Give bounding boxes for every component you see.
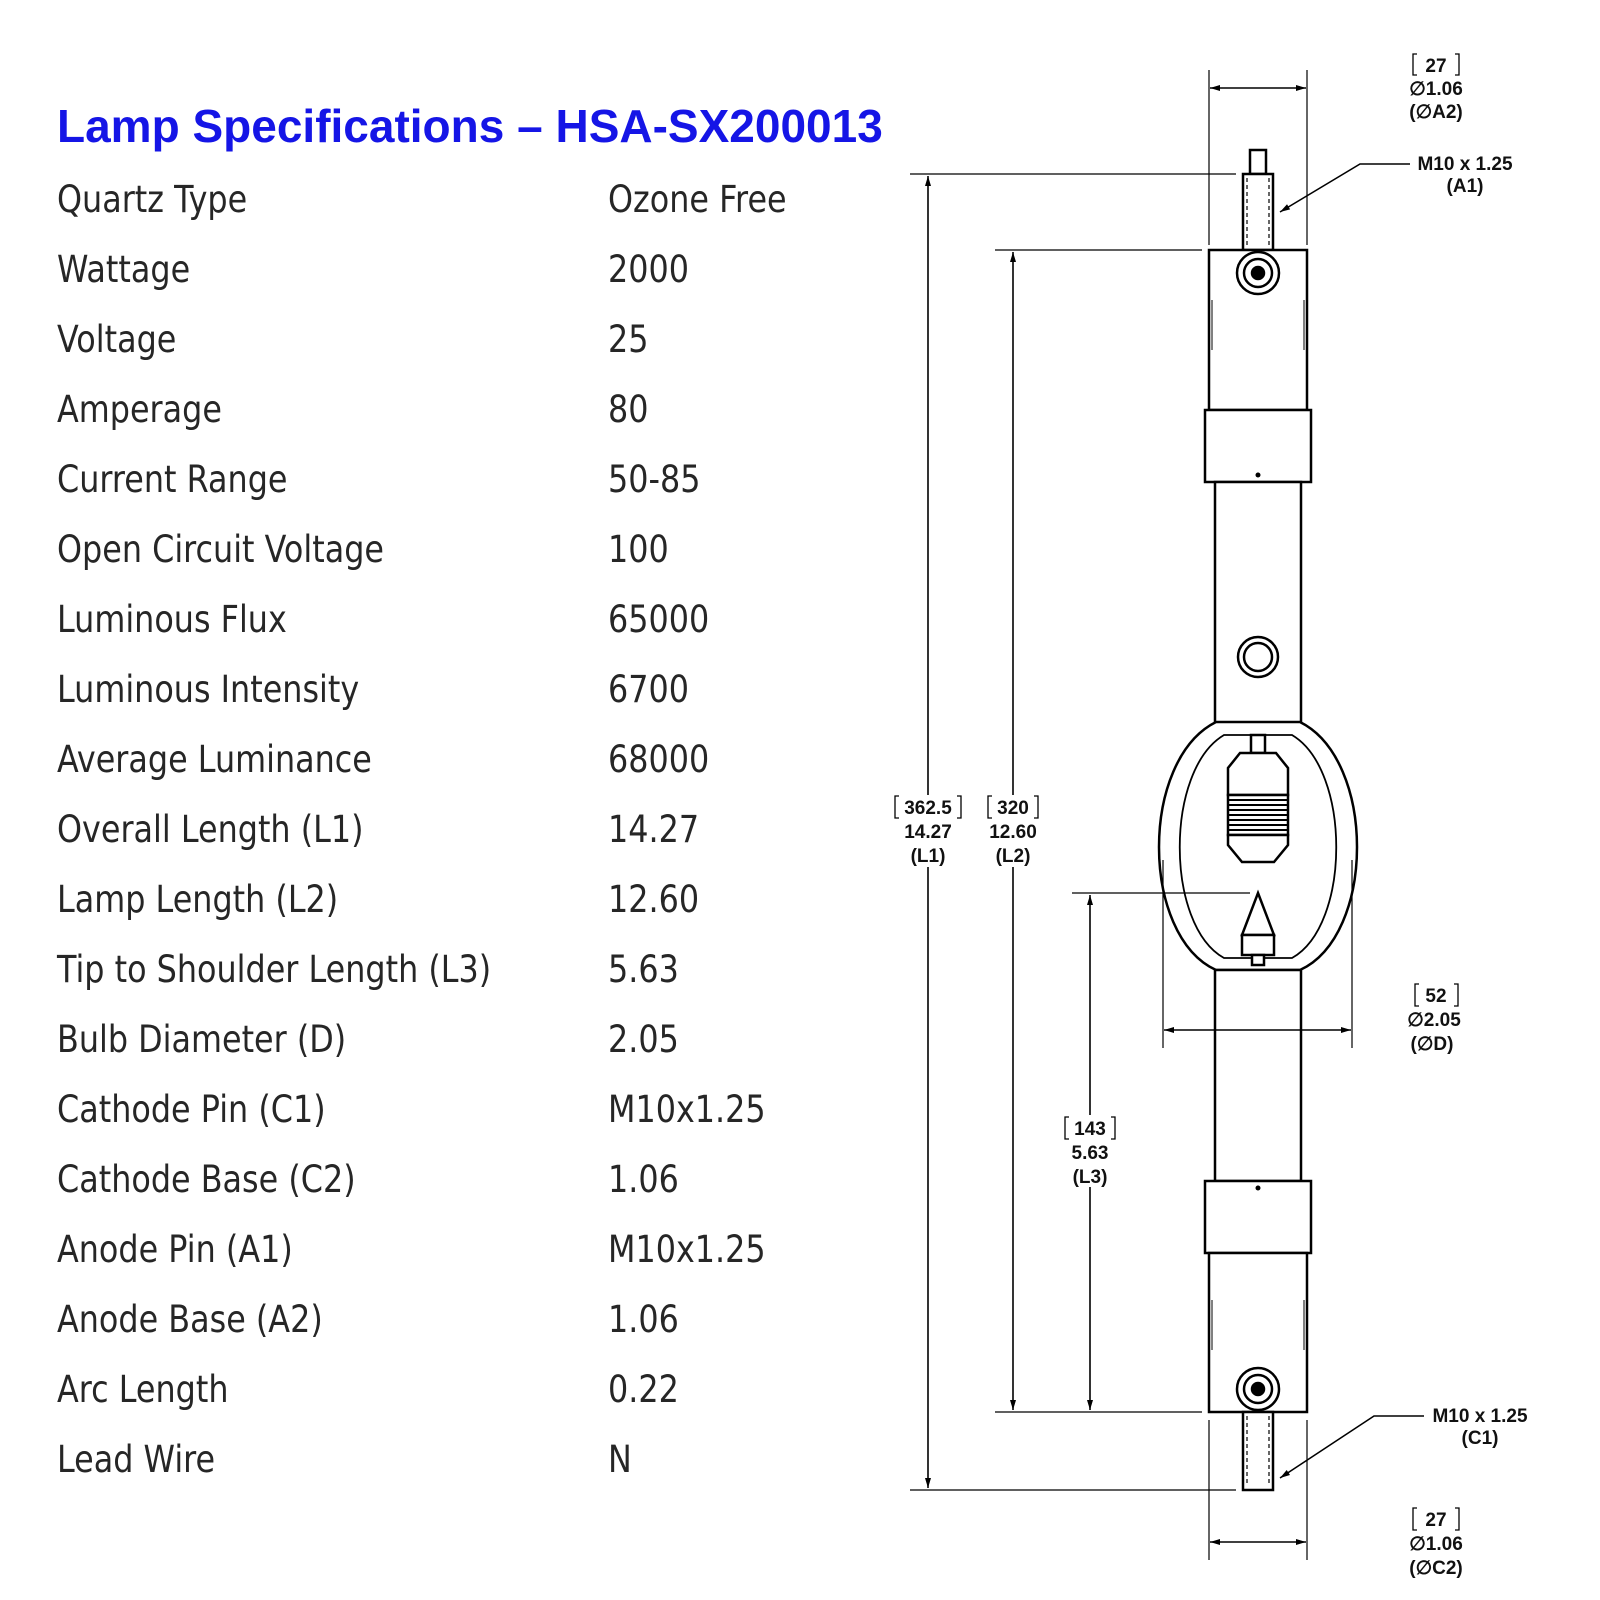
spec-value: 1.06 bbox=[608, 1298, 679, 1341]
dim-mm: 52 bbox=[1425, 986, 1447, 1007]
dim-label-a1 bbox=[1417, 154, 1512, 197]
spec-value: 68000 bbox=[608, 738, 710, 781]
spec-label: Amperage bbox=[57, 388, 222, 431]
spec-value: 14.27 bbox=[608, 808, 700, 851]
dim-inch: 5.63 bbox=[1071, 1143, 1109, 1164]
dim-label-c1 bbox=[1432, 1406, 1527, 1449]
spec-value: 80 bbox=[608, 388, 649, 431]
spec-value: M10x1.25 bbox=[608, 1088, 766, 1131]
upper-neck-hole-inner bbox=[1244, 643, 1272, 671]
spec-value: N bbox=[608, 1438, 632, 1481]
collar-dot bbox=[1256, 1186, 1261, 1191]
dim-label-a2 bbox=[1409, 54, 1463, 123]
spec-value: 2000 bbox=[608, 248, 689, 291]
spec-label: Tip to Shoulder Length (L3) bbox=[57, 948, 492, 991]
dim-mm: 362.5 bbox=[904, 798, 952, 819]
spec-value: 100 bbox=[608, 528, 669, 571]
dim-inch: 12.60 bbox=[989, 822, 1037, 843]
dim-ref: (L2) bbox=[995, 846, 1031, 867]
cathode-base bbox=[1209, 1253, 1307, 1412]
spec-value: M10x1.25 bbox=[608, 1228, 766, 1271]
spec-value: 0.22 bbox=[608, 1368, 679, 1411]
dim-inch: ∅1.06 bbox=[1409, 1534, 1463, 1555]
spec-label: Wattage bbox=[57, 248, 191, 291]
dim-mm: 143 bbox=[1074, 1119, 1106, 1140]
dim-inch: 14.27 bbox=[904, 822, 952, 843]
spec-value: 12.60 bbox=[608, 878, 700, 921]
collar-dot bbox=[1256, 473, 1261, 478]
spec-label: Average Luminance bbox=[57, 738, 372, 781]
spec-label: Lamp Length (L2) bbox=[57, 878, 339, 921]
spec-label: Cathode Pin (C1) bbox=[57, 1088, 326, 1131]
lamp-outline bbox=[1159, 150, 1357, 1490]
dim-mm: 27 bbox=[1425, 56, 1447, 77]
leader-a1 bbox=[1280, 164, 1410, 212]
spec-label: Overall Length (L1) bbox=[57, 808, 364, 851]
dim-ref: (C1) bbox=[1461, 1428, 1499, 1449]
spec-label: Cathode Base (C2) bbox=[57, 1158, 356, 1201]
dim-ref: (∅A2) bbox=[1409, 102, 1463, 123]
spec-value: 65000 bbox=[608, 598, 710, 641]
dim-ref: (L1) bbox=[910, 846, 946, 867]
dim-ref: (∅D) bbox=[1410, 1034, 1454, 1055]
spec-value: Ozone Free bbox=[608, 178, 787, 221]
spec-label: Luminous Intensity bbox=[57, 668, 360, 711]
spec-label: Anode Pin (A1) bbox=[57, 1228, 293, 1271]
spec-value: 50-85 bbox=[608, 458, 701, 501]
anode-base bbox=[1209, 250, 1307, 410]
page-title: Lamp Specifications – HSA-SX200013 bbox=[57, 100, 883, 152]
spec-value: 1.06 bbox=[608, 1158, 679, 1201]
spec-value: 6700 bbox=[608, 668, 689, 711]
upper-neck bbox=[1215, 482, 1301, 727]
spec-label: Quartz Type bbox=[57, 178, 248, 221]
spec-label: Current Range bbox=[57, 458, 288, 501]
spec-label: Lead Wire bbox=[57, 1438, 216, 1481]
dim-ref: (∅C2) bbox=[1409, 1558, 1463, 1579]
dim-label-c2 bbox=[1409, 1508, 1463, 1579]
spec-label: Luminous Flux bbox=[57, 598, 287, 641]
spec-value: 25 bbox=[608, 318, 649, 361]
dim-label-l3 bbox=[1062, 1115, 1118, 1188]
anode-pin bbox=[1243, 150, 1273, 250]
dim-label-d bbox=[1407, 984, 1461, 1055]
dim-ref: (L3) bbox=[1072, 1167, 1108, 1188]
dim-inch: ∅1.06 bbox=[1409, 79, 1463, 100]
anode-collar bbox=[1205, 410, 1311, 482]
spec-label: Anode Base (A2) bbox=[57, 1298, 323, 1341]
spec-value: 2.05 bbox=[608, 1018, 679, 1061]
cathode-collar bbox=[1205, 1181, 1311, 1253]
spec-value: 5.63 bbox=[608, 948, 679, 991]
cathode-pin bbox=[1243, 1412, 1273, 1490]
dim-mm: 320 bbox=[997, 798, 1029, 819]
dim-ref: (A1) bbox=[1446, 176, 1484, 197]
spec-label: Bulb Diameter (D) bbox=[57, 1018, 347, 1061]
dim-mm: 27 bbox=[1425, 1510, 1447, 1531]
spec-label: Open Circuit Voltage bbox=[57, 528, 385, 571]
dim-label-l2 bbox=[985, 795, 1041, 867]
dim-label-l1 bbox=[895, 795, 961, 867]
dim-inch: ∅2.05 bbox=[1407, 1010, 1461, 1031]
leader-c1 bbox=[1280, 1416, 1424, 1478]
spec-label: Arc Length bbox=[57, 1368, 229, 1411]
dim-thread: M10 x 1.25 bbox=[1417, 154, 1513, 175]
dim-thread: M10 x 1.25 bbox=[1432, 1406, 1528, 1427]
lower-neck bbox=[1215, 970, 1301, 1181]
spec-label: Voltage bbox=[57, 318, 177, 361]
